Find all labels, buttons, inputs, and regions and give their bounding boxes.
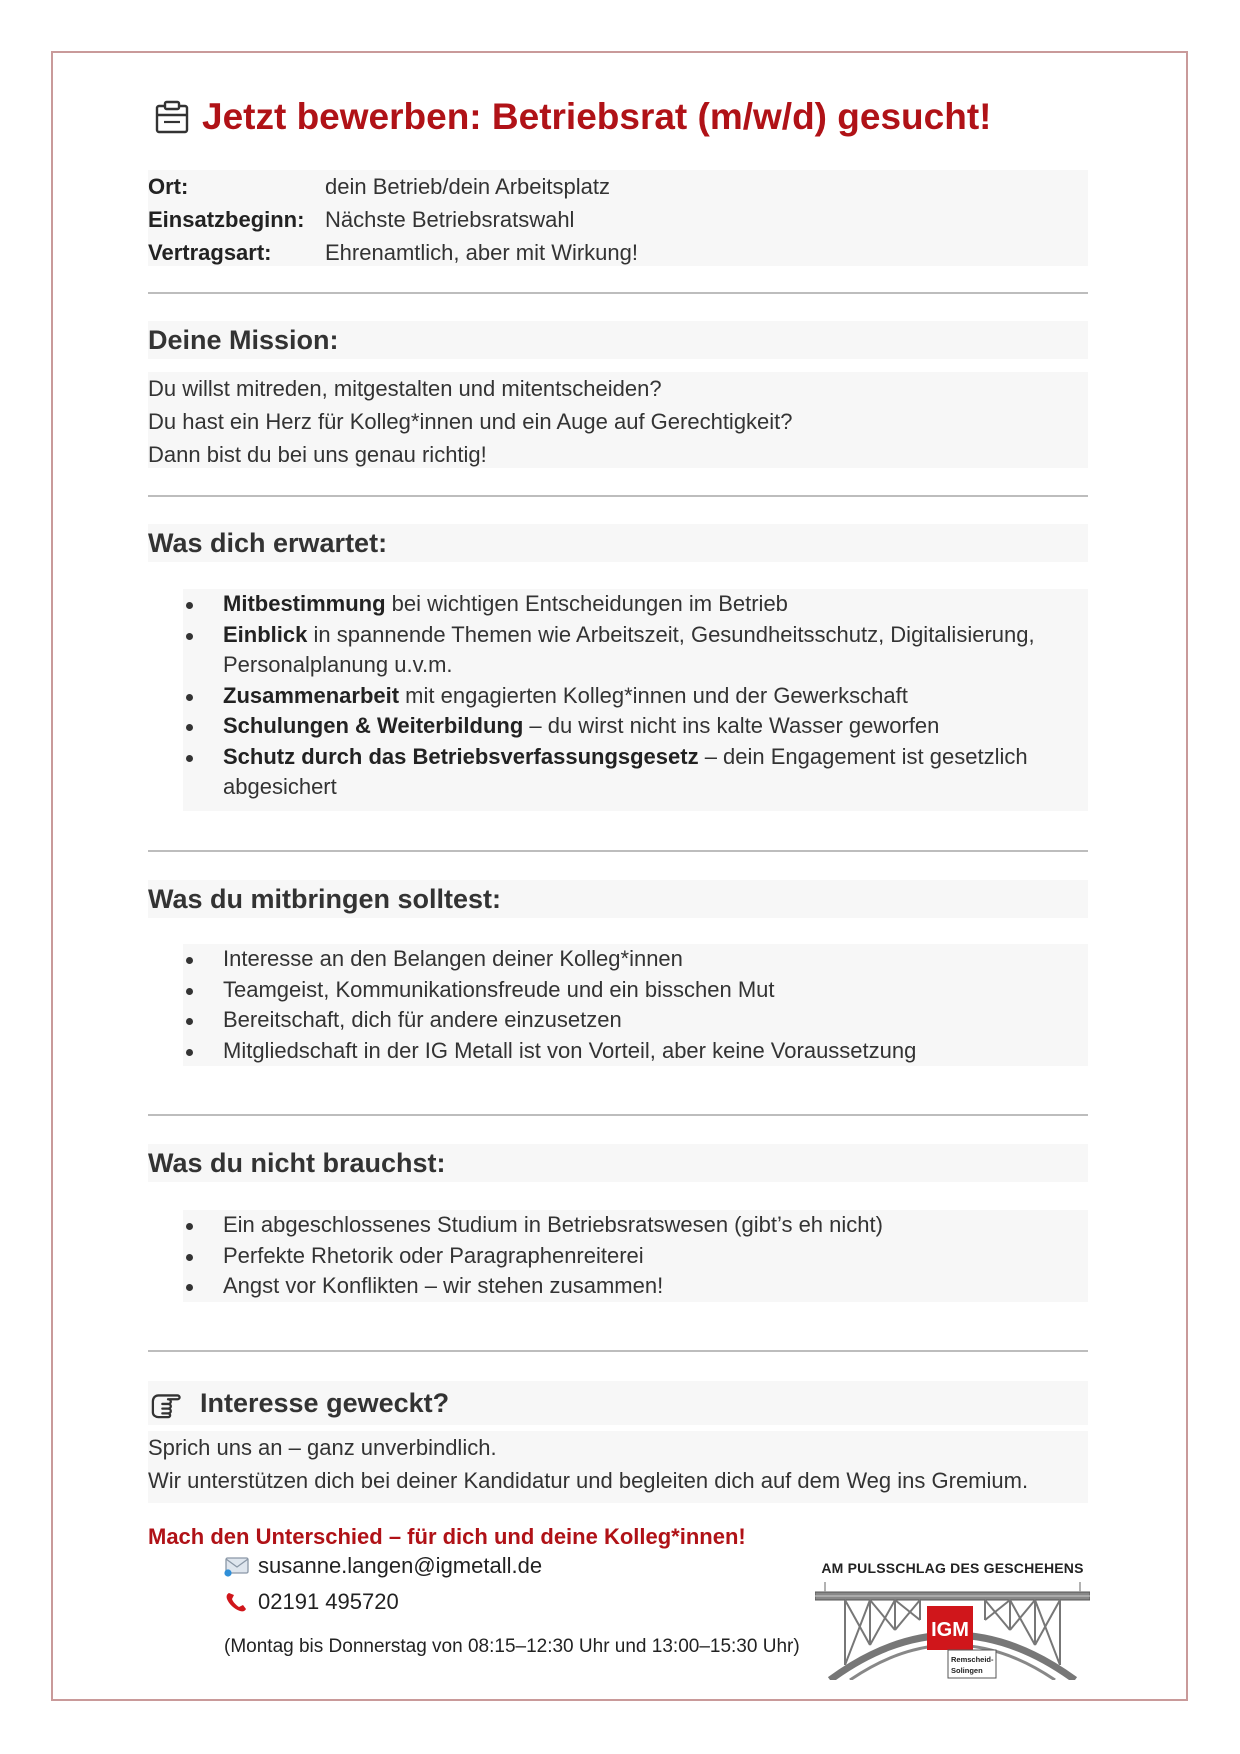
contact-phone[interactable]: 02191 495720 xyxy=(258,1589,399,1614)
interest-heading-row xyxy=(148,1381,1088,1425)
contact-hours: (Montag bis Donnerstag von 08:15–12:30 Uhr und 13:00–15:30 Uhr) xyxy=(224,1636,800,1657)
job-meta xyxy=(148,170,1088,266)
meta-value: Ehrenamtlich, aber mit Wirkung! xyxy=(325,240,638,265)
mission-heading: Deine Mission: xyxy=(148,321,1088,359)
divider xyxy=(148,850,1088,852)
item-bold: Einblick xyxy=(223,621,308,647)
page-title-row xyxy=(154,92,991,142)
badge-line1: Remscheid- xyxy=(951,1655,994,1664)
logo-title: AM PULSSCHLAG DES GESCHEHENS xyxy=(821,1560,1084,1576)
mission-line: Du willst mitreden, mitgestalten und mitentscheiden? xyxy=(148,376,662,401)
contact-email[interactable]: susanne.langen@igmetall.de xyxy=(258,1553,543,1578)
mission-text xyxy=(148,372,1088,468)
meta-row-location xyxy=(148,170,1088,203)
interest-line: Wir unterstützen dich bei deiner Kandidatur und begleiten dich auf dem Weg ins Gremium. xyxy=(148,1468,1029,1493)
expect-heading: Was dich erwartet: xyxy=(148,524,1088,562)
mission-line: Dann bist du bei uns genau richtig! xyxy=(148,442,487,467)
list-item xyxy=(183,589,1088,620)
svg-text:IGM: IGM xyxy=(931,1619,969,1641)
list-item: Teamgeist, Kommunikationsfreude und ein bisschen Mut xyxy=(183,975,1088,1006)
igmetall-logo xyxy=(815,1560,1090,1680)
meta-row-contract xyxy=(148,236,1088,269)
meta-row-start xyxy=(148,203,1088,236)
bring-list xyxy=(183,944,1088,1066)
item-bold: Mitbestimmung xyxy=(223,591,386,616)
divider xyxy=(148,292,1088,294)
badge-line2: Solingen xyxy=(951,1666,983,1675)
bridge-graphic xyxy=(815,1570,1090,1680)
item-text: in spannende Themen wie Arbeitszeit, Gesundheitsschutz, Digitalisierung, Personalplanung u.v.m. xyxy=(223,621,1035,677)
list-item: Mitgliedschaft in der IG Metall ist von Vorteil, aber keine Voraussetzung xyxy=(183,1036,1088,1067)
envelope-icon xyxy=(224,1555,250,1577)
divider xyxy=(148,1350,1088,1352)
meta-value: dein Betrieb/dein Arbeitsplatz xyxy=(325,174,610,199)
list-item: Interesse an den Belangen deiner Kolleg*innen xyxy=(183,944,1088,975)
divider xyxy=(148,495,1088,497)
interest-text xyxy=(148,1431,1088,1503)
list-item xyxy=(183,711,1088,742)
interest-heading: Interesse geweckt? xyxy=(200,1388,450,1418)
item-bold: Schulungen & Weiterbildung xyxy=(223,713,524,738)
telephone-icon xyxy=(224,1591,250,1613)
interest-line: Sprich uns an – ganz unverbindlich. xyxy=(148,1435,497,1460)
bring-heading: Was du mitbringen solltest: xyxy=(148,880,1088,918)
contact-phone-row[interactable] xyxy=(224,1589,399,1615)
item-text: mit engagierten Kolleg*innen und der Gewerkschaft xyxy=(399,682,908,708)
item-text: – dein Engagement ist gesetzlich abgesichert xyxy=(223,743,1028,799)
list-item xyxy=(183,681,1088,712)
meta-label: Einsatzbeginn: xyxy=(148,207,305,232)
list-item xyxy=(183,742,1088,803)
item-bold: Zusammenarbeit xyxy=(223,682,400,708)
pointing-hand-icon xyxy=(148,1386,188,1420)
meta-value: Nächste Betriebsratswahl xyxy=(325,207,575,232)
meta-label: Vertragsart: xyxy=(148,240,272,265)
mission-line: Du hast ein Herz für Kolleg*innen und ein Auge auf Gerechtigkeit? xyxy=(148,409,793,434)
list-item: Perfekte Rhetorik oder Paragraphenreiterei xyxy=(183,1241,1088,1272)
list-item: Angst vor Konflikten – wir stehen zusammen! xyxy=(183,1271,1088,1302)
item-bold: Schutz durch das Betriebsverfassungsgesetz xyxy=(223,743,699,769)
item-text: bei wichtigen Entscheidungen im Betrieb xyxy=(385,591,788,616)
notneed-list xyxy=(183,1210,1088,1302)
contact-email-row[interactable] xyxy=(224,1553,542,1579)
page-title: Jetzt bewerben: Betriebsrat (m/w/d) gesucht! xyxy=(202,96,992,137)
divider xyxy=(148,1114,1088,1116)
expect-list xyxy=(183,589,1088,811)
list-item xyxy=(183,620,1088,681)
list-item: Ein abgeschlossenes Studium in Betriebsratswesen (gibt’s eh nicht) xyxy=(183,1210,1088,1241)
clipboard-icon xyxy=(154,99,190,135)
call-to-action: Mach den Unterschied – für dich und deine Kolleg*innen! xyxy=(148,1524,746,1549)
list-item: Bereitschaft, dich für andere einzusetzen xyxy=(183,1005,1088,1036)
item-text: – du wirst nicht ins kalte Wasser geworfen xyxy=(523,713,940,738)
meta-label: Ort: xyxy=(148,174,189,199)
notneed-heading: Was du nicht brauchst: xyxy=(148,1144,1088,1182)
